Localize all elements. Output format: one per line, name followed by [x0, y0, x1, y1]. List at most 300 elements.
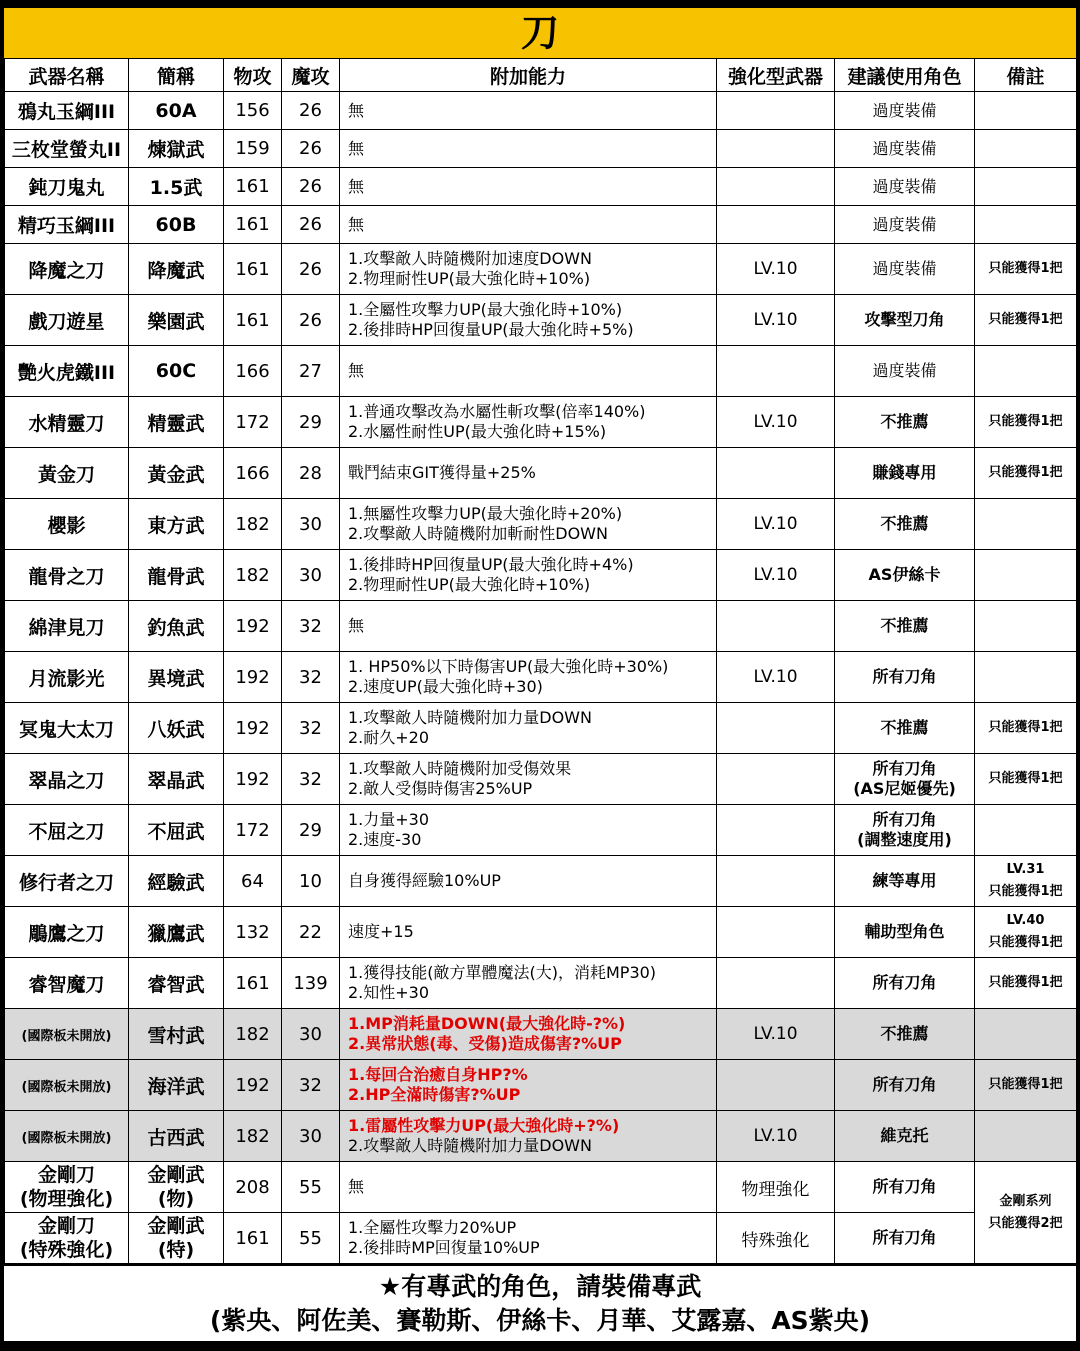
- table-row-unreleased: [5, 1060, 1077, 1111]
- recommended-role: [835, 652, 975, 703]
- note-cell: [975, 92, 1077, 130]
- table-row: [5, 295, 1077, 346]
- enhance-level: LV.10: [717, 1111, 835, 1162]
- note-cell: [975, 958, 1077, 1009]
- weapon-name: 鵰鷹之刀: [5, 907, 129, 958]
- physical-attack: 161: [224, 168, 282, 206]
- enhance-level: [717, 907, 835, 958]
- table-row: [5, 244, 1077, 295]
- recommended-role: [835, 958, 975, 1009]
- weapon-name: 三枚堂螢丸II: [5, 130, 129, 168]
- ability-cell: [340, 1009, 717, 1060]
- ability-cell: [340, 244, 717, 295]
- ability-line: 無: [348, 1177, 365, 1196]
- weapon-abbr-line: (物): [157, 1188, 195, 1210]
- note-line: LV.31: [1006, 862, 1045, 877]
- ability-cell: [340, 130, 717, 168]
- recommended-role: [835, 1111, 975, 1162]
- ability-line: 2.物理耐性UP(最大強化時+10%): [348, 269, 591, 288]
- recommended-role: [835, 703, 975, 754]
- recommended-role: [835, 550, 975, 601]
- weapon-name: [5, 1162, 129, 1213]
- ability-cell: [340, 805, 717, 856]
- physical-attack: 156: [224, 92, 282, 130]
- magic-attack: 32: [282, 703, 340, 754]
- note-line: 只能獲得1把: [988, 465, 1063, 480]
- role-line: 不推薦: [880, 412, 929, 431]
- table-row: [5, 754, 1077, 805]
- weapon-name: 翠晶之刀: [5, 754, 129, 805]
- enhance-level: [717, 448, 835, 499]
- ability-cell: [340, 754, 717, 805]
- physical-attack: 192: [224, 1060, 282, 1111]
- enhance-level: LV.10: [717, 652, 835, 703]
- weapon-abbr: 降魔武: [129, 244, 224, 295]
- ability-line: 1.MP消耗量DOWN(最大強化時-?%): [348, 1014, 626, 1033]
- table-row: [5, 499, 1077, 550]
- magic-attack: 26: [282, 206, 340, 244]
- ability-line: 1.獲得技能(敵方單體魔法(大)，消耗MP30): [348, 963, 657, 982]
- physical-attack: 132: [224, 907, 282, 958]
- recommended-role: [835, 754, 975, 805]
- ability-cell: [340, 1213, 717, 1264]
- role-line: (AS尼姬優先): [853, 779, 956, 798]
- ability-cell: [340, 1111, 717, 1162]
- magic-attack: 32: [282, 1060, 340, 1111]
- physical-attack: 161: [224, 1213, 282, 1264]
- ability-line: 自身獲得經驗10%UP: [348, 871, 501, 890]
- weapon-name: 綿津見刀: [5, 601, 129, 652]
- header-note: 備註: [975, 59, 1077, 92]
- table-row: [5, 206, 1077, 244]
- ability-line: 1.普通攻擊改為水屬性斬攻擊(倍率140%): [348, 402, 646, 421]
- weapon-abbr: 60C: [129, 346, 224, 397]
- weapon-name: 黃金刀: [5, 448, 129, 499]
- note-cell: [975, 1111, 1077, 1162]
- weapon-abbr: 黃金武: [129, 448, 224, 499]
- ability-cell: [340, 550, 717, 601]
- physical-attack: 192: [224, 601, 282, 652]
- enhance-level: LV.10: [717, 397, 835, 448]
- ability-line: 2.異常狀態(毒、受傷)造成傷害?%UP: [348, 1034, 622, 1053]
- ability-line: 無: [348, 100, 365, 120]
- role-line: 練等專用: [872, 871, 937, 890]
- note-line: 只能獲得1把: [988, 261, 1063, 276]
- note-cell: [975, 856, 1077, 907]
- note-cell: [975, 652, 1077, 703]
- note-cell: [975, 601, 1077, 652]
- weapon-table-body: [5, 92, 1077, 1264]
- ability-line: 1. HP50%以下時傷害UP(最大強化時+30%): [348, 657, 669, 676]
- recommended-role: [835, 448, 975, 499]
- note-cell: [975, 397, 1077, 448]
- enhance-level: [717, 703, 835, 754]
- note-line: 金剛系列: [999, 1193, 1052, 1209]
- ability-line: 1.雷屬性攻擊力UP(最大強化時+?%): [348, 1116, 620, 1135]
- weapon-name-line: (特殊強化): [19, 1239, 114, 1261]
- ability-cell: [340, 295, 717, 346]
- note-line: 只能獲得1把: [988, 414, 1063, 429]
- ability-cell: [340, 346, 717, 397]
- weapon-name-line: (物理強化): [19, 1188, 114, 1210]
- table-row: [5, 601, 1077, 652]
- ability-line: 無: [348, 214, 365, 234]
- table-row: [5, 652, 1077, 703]
- weapon-abbr: [129, 1213, 224, 1264]
- weapon-abbr: 雪村武: [129, 1009, 224, 1060]
- enhance-level: [717, 346, 835, 397]
- ability-cell: [340, 907, 717, 958]
- note-cell: [975, 1009, 1077, 1060]
- physical-attack: 172: [224, 805, 282, 856]
- note-line: 只能獲得1把: [988, 720, 1063, 735]
- ability-cell: [340, 601, 717, 652]
- magic-attack: 29: [282, 805, 340, 856]
- physical-attack: 172: [224, 397, 282, 448]
- ability-line: 2.耐久+20: [348, 728, 430, 747]
- header-role: 建議使用角色: [835, 59, 975, 92]
- physical-attack: 182: [224, 1111, 282, 1162]
- note-cell: [975, 805, 1077, 856]
- weapon-abbr: 古西武: [129, 1111, 224, 1162]
- ability-line: 1.無屬性攻擊力UP(最大強化時+20%): [348, 504, 623, 523]
- role-line: 賺錢專用: [872, 463, 937, 482]
- note-cell: [975, 550, 1077, 601]
- physical-attack: 192: [224, 754, 282, 805]
- physical-attack: 182: [224, 1009, 282, 1060]
- enhance-level: LV.10: [717, 1009, 835, 1060]
- note-cell: [975, 295, 1077, 346]
- table-row: [5, 397, 1077, 448]
- recommended-role: [835, 907, 975, 958]
- role-line: 過度裝備: [872, 214, 937, 234]
- role-line: 所有刀角: [872, 1177, 937, 1196]
- note-line: 只能獲得2把: [988, 1215, 1063, 1231]
- note-line: 只能獲得1把: [988, 975, 1063, 990]
- role-line: 不推薦: [880, 514, 929, 533]
- magic-attack: 30: [282, 499, 340, 550]
- note-line: 只能獲得1把: [988, 884, 1063, 899]
- role-line: 不推薦: [880, 616, 929, 635]
- enhance-level: [717, 92, 835, 130]
- weapon-abbr: 不屈武: [129, 805, 224, 856]
- weapon-name: 不屈之刀: [5, 805, 129, 856]
- enhance-level: LV.10: [717, 499, 835, 550]
- header-abbr: 簡稱: [129, 59, 224, 92]
- recommended-role: [835, 805, 975, 856]
- table-row: [5, 448, 1077, 499]
- table-row: [5, 958, 1077, 1009]
- ability-line: 無: [348, 616, 365, 635]
- weapon-name: (國際板未開放): [5, 1009, 129, 1060]
- weapon-table: [4, 58, 1077, 1264]
- role-line: AS伊絲卡: [868, 565, 941, 584]
- note-cell: [975, 907, 1077, 958]
- note-cell: [975, 1060, 1077, 1111]
- role-line: 過度裝備: [872, 259, 937, 278]
- ability-line: 1.攻擊敵人時隨機附加速度DOWN: [348, 249, 592, 268]
- ability-cell: [340, 703, 717, 754]
- role-line: 所有刀角: [872, 1075, 937, 1094]
- role-line: 不推薦: [880, 718, 929, 737]
- ability-cell: [340, 92, 717, 130]
- weapon-abbr: [129, 1162, 224, 1213]
- ability-line: 速度+15: [348, 922, 414, 941]
- ability-cell: [340, 958, 717, 1009]
- magic-attack: 26: [282, 168, 340, 206]
- role-line: 維克托: [880, 1126, 929, 1145]
- header-name: 武器名稱: [5, 59, 129, 92]
- ability-line: 無: [348, 361, 365, 380]
- weapon-abbr: 睿智武: [129, 958, 224, 1009]
- enhance-level: LV.10: [717, 550, 835, 601]
- physical-attack: 182: [224, 550, 282, 601]
- note-line: 只能獲得1把: [988, 771, 1063, 786]
- ability-line: 無: [348, 176, 365, 196]
- magic-attack: 27: [282, 346, 340, 397]
- weapon-abbr: 東方武: [129, 499, 224, 550]
- weapon-abbr: 精靈武: [129, 397, 224, 448]
- weapon-name: 水精靈刀: [5, 397, 129, 448]
- role-line: 所有刀角: [872, 667, 937, 686]
- ability-line: 2.速度UP(最大強化時+30): [348, 677, 543, 696]
- table-row-kongo: [5, 1162, 1077, 1213]
- weapon-name: 冥鬼大太刀: [5, 703, 129, 754]
- physical-attack: 161: [224, 206, 282, 244]
- ability-line: 2.速度-30: [348, 830, 422, 849]
- weapon-abbr: 翠晶武: [129, 754, 224, 805]
- ability-line: 1.後排時HP回復量UP(最大強化時+4%): [348, 555, 634, 574]
- table-row: [5, 856, 1077, 907]
- note-cell: [975, 703, 1077, 754]
- note-cell: [975, 168, 1077, 206]
- weapon-abbr: 煉獄武: [129, 130, 224, 168]
- ability-cell: [340, 397, 717, 448]
- recommended-role: [835, 168, 975, 206]
- weapon-name: 櫻影: [5, 499, 129, 550]
- note-cell: [975, 346, 1077, 397]
- kongo-note-cell: [975, 1162, 1077, 1264]
- enhance-level: [717, 958, 835, 1009]
- weapon-abbr-line: 金剛武: [147, 1164, 205, 1186]
- role-line: 輔助型角色: [864, 922, 945, 941]
- magic-attack: 139: [282, 958, 340, 1009]
- ability-line: 1.每回合治癒自身HP?%: [348, 1065, 528, 1084]
- physical-attack: 182: [224, 499, 282, 550]
- ability-cell: [340, 1162, 717, 1213]
- ability-line: 1.攻擊敵人時隨機附加力量DOWN: [348, 708, 592, 727]
- footer-line-2: (紫央、阿佐美、賽勒斯、伊絲卡、月華、艾露嘉、AS紫央): [209, 1306, 871, 1335]
- weapon-abbr-line: 金剛武: [147, 1215, 205, 1237]
- ability-line: 無: [348, 138, 365, 158]
- weapon-abbr: 1.5武: [129, 168, 224, 206]
- recommended-role: [835, 1162, 975, 1213]
- magic-attack: 22: [282, 907, 340, 958]
- note-cell: [975, 130, 1077, 168]
- weapon-abbr: 樂園武: [129, 295, 224, 346]
- weapon-abbr: 龍骨武: [129, 550, 224, 601]
- ability-line: 2.攻擊敵人時隨機附加斬耐性DOWN: [348, 524, 608, 543]
- ability-line: 1.力量+30: [348, 810, 430, 829]
- header-ability: 附加能力: [340, 59, 717, 92]
- physical-attack: 166: [224, 346, 282, 397]
- recommended-role: [835, 1009, 975, 1060]
- weapon-name-line: 金剛刀: [37, 1164, 95, 1186]
- ability-line: 2.攻擊敵人時隨機附加力量DOWN: [348, 1136, 592, 1155]
- weapon-name-line: 金剛刀: [37, 1215, 95, 1237]
- footer-note: [4, 1265, 1076, 1341]
- header-matk: 魔攻: [282, 59, 340, 92]
- header-patk: 物攻: [224, 59, 282, 92]
- ability-cell: [340, 448, 717, 499]
- role-line: 攻擊型刀角: [864, 310, 945, 329]
- note-line: 只能獲得1把: [988, 1077, 1063, 1092]
- role-line: 過度裝備: [872, 176, 937, 196]
- physical-attack: 161: [224, 244, 282, 295]
- page-title: 刀: [4, 8, 1076, 58]
- ability-line: 1.攻擊敵人時隨機附加受傷效果: [348, 759, 572, 778]
- enhance-level: [717, 805, 835, 856]
- magic-attack: 30: [282, 1111, 340, 1162]
- weapon-name: (國際板未開放): [5, 1060, 129, 1111]
- role-line: (調整速度用): [857, 830, 952, 849]
- weapon-abbr: 釣魚武: [129, 601, 224, 652]
- weapon-abbr: 海洋武: [129, 1060, 224, 1111]
- ability-line: 2.物理耐性UP(最大強化時+10%): [348, 575, 591, 594]
- magic-attack: 30: [282, 550, 340, 601]
- physical-attack: 208: [224, 1162, 282, 1213]
- ability-line: 1.全屬性攻擊力20%UP: [348, 1218, 517, 1237]
- table-row: [5, 130, 1077, 168]
- role-line: 過度裝備: [872, 361, 937, 380]
- enhance-level: [717, 856, 835, 907]
- table-row-unreleased: [5, 1009, 1077, 1060]
- enhance-level: [717, 206, 835, 244]
- magic-attack: 26: [282, 92, 340, 130]
- magic-attack: 32: [282, 601, 340, 652]
- recommended-role: [835, 346, 975, 397]
- weapon-abbr: 異境武: [129, 652, 224, 703]
- note-line: 只能獲得1把: [988, 935, 1063, 950]
- ability-cell: [340, 856, 717, 907]
- enhance-level: [717, 601, 835, 652]
- recommended-role: [835, 397, 975, 448]
- header-enhance: 強化型武器: [717, 59, 835, 92]
- recommended-role: [835, 856, 975, 907]
- note-cell: [975, 754, 1077, 805]
- weapon-abbr: 60A: [129, 92, 224, 130]
- table-row: [5, 907, 1077, 958]
- ability-cell: [340, 168, 717, 206]
- note-cell: [975, 206, 1077, 244]
- magic-attack: 28: [282, 448, 340, 499]
- weapon-name: 戲刀遊星: [5, 295, 129, 346]
- enhance-level: [717, 1060, 835, 1111]
- role-line: 不推薦: [880, 1024, 929, 1043]
- ability-line: 戰鬥結束GIT獲得量+25%: [348, 463, 536, 482]
- table-row-unreleased: [5, 1111, 1077, 1162]
- magic-attack: 29: [282, 397, 340, 448]
- enhance-level: [717, 130, 835, 168]
- weapon-name: 精巧玉綱III: [5, 206, 129, 244]
- table-row: [5, 550, 1077, 601]
- recommended-role: [835, 499, 975, 550]
- table-row: [5, 703, 1077, 754]
- note-cell: [975, 499, 1077, 550]
- ability-line: 2.後排時HP回復量UP(最大強化時+5%): [348, 320, 634, 339]
- ability-cell: [340, 499, 717, 550]
- recommended-role: [835, 1060, 975, 1111]
- magic-attack: 26: [282, 295, 340, 346]
- recommended-role: [835, 130, 975, 168]
- footer-line-1: ★有專武的角色，請裝備專武: [378, 1272, 702, 1301]
- weapon-name: 睿智魔刀: [5, 958, 129, 1009]
- ability-cell: [340, 206, 717, 244]
- weapon-abbr: 60B: [129, 206, 224, 244]
- weapon-name: 鈍刀鬼丸: [5, 168, 129, 206]
- magic-attack: 32: [282, 652, 340, 703]
- ability-cell: [340, 1060, 717, 1111]
- weapon-abbr: 經驗武: [129, 856, 224, 907]
- weapon-abbr: 八妖武: [129, 703, 224, 754]
- table-row: [5, 346, 1077, 397]
- physical-attack: 159: [224, 130, 282, 168]
- magic-attack: 55: [282, 1162, 340, 1213]
- physical-attack: 166: [224, 448, 282, 499]
- physical-attack: 192: [224, 652, 282, 703]
- table-row: [5, 805, 1077, 856]
- physical-attack: 161: [224, 295, 282, 346]
- weapon-abbr-line: (特): [157, 1239, 195, 1261]
- ability-line: 2.水屬性耐性UP(最大強化時+15%): [348, 422, 607, 441]
- role-line: 過度裝備: [872, 138, 937, 158]
- table-row: [5, 92, 1077, 130]
- enhance-level: LV.10: [717, 244, 835, 295]
- weapon-name: 龍骨之刀: [5, 550, 129, 601]
- enhance-level: [717, 754, 835, 805]
- ability-line: 2.後排時MP回復量10%UP: [348, 1238, 540, 1257]
- recommended-role: [835, 92, 975, 130]
- recommended-role: [835, 1213, 975, 1264]
- table-row: [5, 168, 1077, 206]
- weapon-name: 修行者之刀: [5, 856, 129, 907]
- magic-attack: 10: [282, 856, 340, 907]
- ability-line: 2.知性+30: [348, 983, 430, 1002]
- enhance-level: 特殊強化: [717, 1213, 835, 1264]
- recommended-role: [835, 244, 975, 295]
- note-cell: [975, 448, 1077, 499]
- magic-attack: 30: [282, 1009, 340, 1060]
- note-line: LV.40: [1006, 913, 1045, 928]
- enhance-level: LV.10: [717, 295, 835, 346]
- enhance-level: [717, 168, 835, 206]
- recommended-role: [835, 206, 975, 244]
- header-row: [5, 59, 1077, 92]
- ability-line: 2.HP全滿時傷害?%UP: [348, 1085, 521, 1104]
- table-row-kongo: [5, 1213, 1077, 1264]
- magic-attack: 55: [282, 1213, 340, 1264]
- role-line: 所有刀角: [872, 810, 937, 829]
- magic-attack: 32: [282, 754, 340, 805]
- ability-line: 2.敵人受傷時傷害25%UP: [348, 779, 533, 798]
- ability-cell: [340, 652, 717, 703]
- physical-attack: 64: [224, 856, 282, 907]
- role-line: 過度裝備: [872, 100, 937, 120]
- role-line: 所有刀角: [872, 759, 937, 778]
- note-line: 只能獲得1把: [988, 312, 1063, 327]
- weapon-name: 鴉丸玉綱III: [5, 92, 129, 130]
- physical-attack: 161: [224, 958, 282, 1009]
